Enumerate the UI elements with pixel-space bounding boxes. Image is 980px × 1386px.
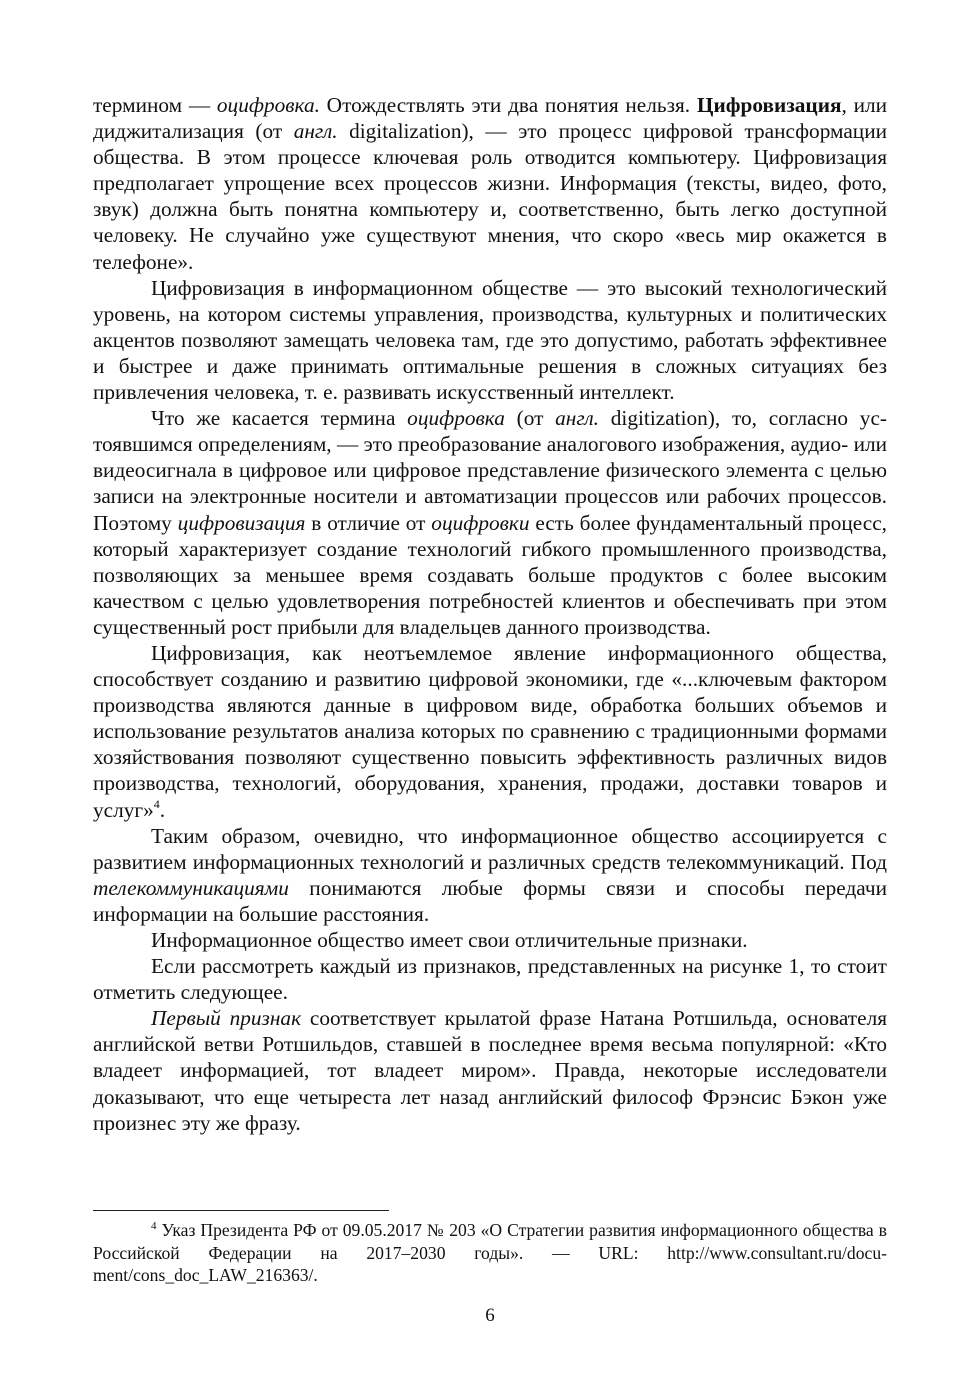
paragraph [93, 92, 887, 275]
text-run: . [159, 797, 166, 822]
text-run: Таким образом, очевидно, что информационное общество ассоциируется с развитием информационных технологий и различных средств телекоммуникаций. Под [93, 823, 887, 874]
footnote-reference: 4 [153, 796, 160, 811]
text-run: , или диджитализация (от [93, 93, 887, 144]
paragraph [93, 275, 887, 405]
text-run: Если рассмотреть каждый из признаков, представленных на рисунке 1, то стоит отметить следующее. [93, 954, 887, 1005]
text-run: Информационное общество имеет свои отличительные признаки. [151, 928, 748, 952]
italic-term: цифровизация [177, 510, 306, 535]
bold-term: Цифровизация [696, 93, 842, 117]
paragraph [93, 823, 887, 927]
italic-term: оцифровки [431, 510, 530, 535]
text-run: есть более фундаментальный процесс, который характеризует создание технологий гибкого промышленного производства, позволяющих за меньшее время создавать больше продуктов с более высоким качеством с целью удовлетворения потребностей клиентов и обеспечивать при этом существенный рост прибыли для владельцев данного производства. [93, 510, 887, 639]
italic-term: Первый признак [151, 1006, 302, 1031]
page-number: 6 [485, 1305, 495, 1326]
text-run: digitalization), — это процесс цифровой трансформации общества. В этом процессе ключевая роль отводится компьютеру. Цифровизация предполагает упрощение всех процессов жизни. Информация (тексты, видео, фото, звук) должна быть понятна компьютеру и, соответственно, быть легко доступной человеку. Не случайно уже существуют мнения, что скоро «весь мир окажется в телефоне». [93, 119, 887, 274]
text-run: в отличие от [305, 510, 432, 535]
text-run: Цифровизация в информационном обществе — это высокий технологический уровень, на котором системы управления, производства, культурных и политических акцентов позволяют замещать человека там, где это допустимо, работать эффективнее и быстрее и даже принимать оптимальные решения в сложных ситуациях без привлечения человека, т. е. развивать искусственный интеллект. [93, 275, 887, 405]
body-text [93, 92, 887, 1136]
italic-term: англ. [555, 406, 600, 431]
italic-term: телекоммуникациями [93, 875, 289, 900]
text-run: Что же касается термина [151, 406, 408, 431]
paragraph [93, 640, 887, 823]
text-run: Цифровизация, как неотъемлемое явление информационного общества, способствует созданию и развитию цифровой экономики, где «...ключевым фактором производства являются данные в цифровом виде, обработка больших объемов и использование результатов анализа которых по сравнению с традиционными формами хозяйствования позволяют существенно повысить эффективность различных видов производства, технологий, оборудования, хранения, продажи, доставки товаров и услуг» [93, 640, 887, 822]
text-run: соответствует крылатой фразе Натана Ротшильда, основателя английской ветви Ротшильдов, ставшей в последнее время весьма популярной: «Кто владеет информацией, тот владеет миром». Правда, некоторые исследователи доказывают, что еще четыреста лет назад английский философ Фрэнсис Бэкон уже произнес эту же фразу. [93, 1006, 887, 1135]
text-run: Отождествлять эти два понятия нельзя. [319, 93, 697, 117]
text-run: термином — [93, 93, 217, 117]
footnote-text: Указ Президента РФ от 09.05.2017 № 203 «О Стратегии развития информационного общества в Российской Федерации на 2017–2030 годы». — URL: http://www.consultant.ru/document/cons_doc_LAW_216363/. [93, 1220, 887, 1285]
footnote [93, 1219, 887, 1287]
footnote-separator [93, 1210, 389, 1211]
paragraph [93, 927, 887, 953]
text-run: понимаются любые формы связи и способы передачи информации на большие расстояния. [93, 875, 887, 926]
italic-term: оцифровка [407, 406, 505, 431]
text-run: (от [504, 406, 556, 431]
text-run: digitization), то, согласно устоявшимся определениям, — это преобразование аналогового изображения, аудио- или видеосигнала в цифровое или цифровое представление физического элемента с целью записи на электронные носители и автоматизации процессов или рабочих процессов. Поэтому [93, 406, 887, 535]
paragraph [93, 405, 887, 640]
italic-term: оцифровка. [216, 93, 320, 117]
footnote-number: 4 [151, 1220, 157, 1232]
italic-term: англ. [293, 119, 338, 144]
paragraph [93, 1005, 887, 1135]
paragraph [93, 953, 887, 1005]
